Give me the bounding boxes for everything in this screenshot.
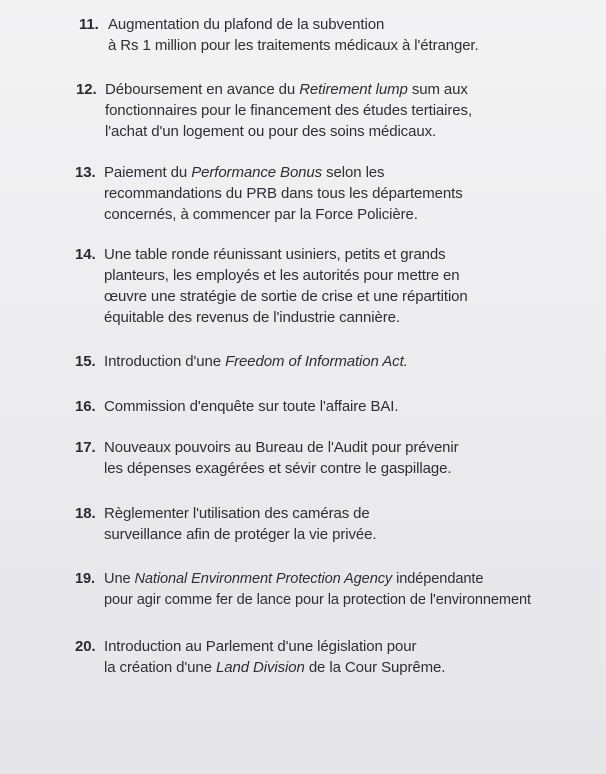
item-line bbox=[104, 164, 384, 181]
item-line bbox=[76, 121, 606, 142]
item-text: selon les bbox=[322, 164, 385, 181]
item-number: 14. bbox=[75, 246, 96, 263]
item-text-italic: Land Division bbox=[215, 659, 305, 676]
item-line bbox=[104, 638, 416, 655]
item-line bbox=[104, 353, 408, 370]
list-item-17 bbox=[75, 437, 606, 479]
item-line bbox=[104, 398, 398, 415]
item-text-italic: Retirement lump bbox=[299, 81, 408, 98]
item-text: Paiement du bbox=[104, 164, 192, 181]
item-text-italic: Freedom of Information Act. bbox=[225, 353, 408, 370]
item-line bbox=[108, 16, 384, 33]
item-text: équitable des revenus de l'industrie cannière. bbox=[104, 309, 400, 326]
item-line bbox=[105, 81, 468, 98]
item-line bbox=[79, 35, 606, 56]
item-text: recommandations du PRB dans tous les départements bbox=[104, 185, 463, 202]
list-item-12 bbox=[76, 79, 606, 142]
item-text-italic: National Environment Protection Agency bbox=[134, 571, 393, 587]
list-item-11 bbox=[79, 14, 606, 56]
item-line bbox=[75, 183, 606, 204]
item-line bbox=[75, 657, 606, 678]
item-text: concernés, à commencer par la Force Policière. bbox=[104, 206, 418, 223]
item-number: 19. bbox=[75, 571, 95, 587]
item-text: Déboursement en avance du bbox=[105, 81, 300, 98]
item-line bbox=[75, 458, 606, 479]
item-text: pour agir comme fer de lance pour la protection de l'environnement bbox=[104, 592, 531, 608]
item-text: la création d'une bbox=[104, 659, 216, 676]
item-number: 16. bbox=[75, 398, 96, 415]
list-item-16 bbox=[75, 396, 606, 417]
item-line bbox=[104, 505, 370, 522]
list-item-18 bbox=[75, 503, 606, 545]
item-text: les dépenses exagérées et sévir contre le gaspillage. bbox=[104, 460, 452, 477]
item-line bbox=[104, 246, 446, 263]
item-line bbox=[75, 590, 606, 611]
item-text: de la Cour Suprême. bbox=[304, 659, 446, 676]
item-text: l'achat d'un logement ou pour des soins médicaux. bbox=[105, 123, 437, 140]
item-number: 11. bbox=[79, 16, 99, 33]
item-text: indépendante bbox=[392, 571, 484, 587]
item-line bbox=[75, 307, 606, 328]
list-item-14 bbox=[75, 244, 606, 328]
item-line bbox=[76, 100, 606, 121]
item-text: planteurs, les employés et les autorités pour mettre en bbox=[104, 267, 460, 284]
item-text: Nouveaux pouvoirs au Bureau de l'Audit pour prévenir bbox=[104, 439, 459, 456]
item-text: Règlementer l'utilisation des caméras de bbox=[104, 505, 370, 522]
item-line bbox=[75, 204, 606, 225]
item-text: fonctionnaires pour le financement des études tertiaires, bbox=[105, 102, 473, 119]
item-number: 18. bbox=[75, 505, 96, 522]
list-item-13 bbox=[75, 162, 606, 225]
item-text: surveillance afin de protéger la vie privée. bbox=[104, 526, 377, 543]
list-item-20 bbox=[75, 636, 606, 678]
item-text: Une bbox=[104, 571, 135, 587]
item-text: sum aux bbox=[407, 81, 468, 98]
item-text: Une table ronde réunissant usiniers, petits et grands bbox=[104, 246, 446, 263]
item-text: Augmentation du plafond de la subvention bbox=[108, 16, 385, 33]
item-number: 20. bbox=[75, 638, 96, 655]
list-item-19 bbox=[75, 569, 606, 611]
item-number: 15. bbox=[75, 353, 96, 370]
item-text: Introduction au Parlement d'une législation pour bbox=[104, 638, 417, 655]
item-line bbox=[104, 571, 483, 587]
item-line bbox=[75, 286, 606, 307]
item-text: à Rs 1 million pour les traitements médicaux à l'étranger. bbox=[108, 37, 479, 54]
item-text: Commission d'enquête sur toute l'affaire BAI. bbox=[104, 398, 399, 415]
item-number: 17. bbox=[75, 439, 96, 456]
item-line bbox=[104, 439, 459, 456]
item-text: œuvre une stratégie de sortie de crise et une répartition bbox=[104, 288, 468, 305]
item-number: 13. bbox=[75, 164, 96, 181]
item-text-italic: Performance Bonus bbox=[191, 164, 323, 181]
item-line bbox=[75, 524, 606, 545]
item-number: 12. bbox=[76, 81, 97, 98]
list-item-15 bbox=[75, 351, 606, 372]
item-line bbox=[75, 265, 606, 286]
item-text: Introduction d'une bbox=[104, 353, 226, 370]
